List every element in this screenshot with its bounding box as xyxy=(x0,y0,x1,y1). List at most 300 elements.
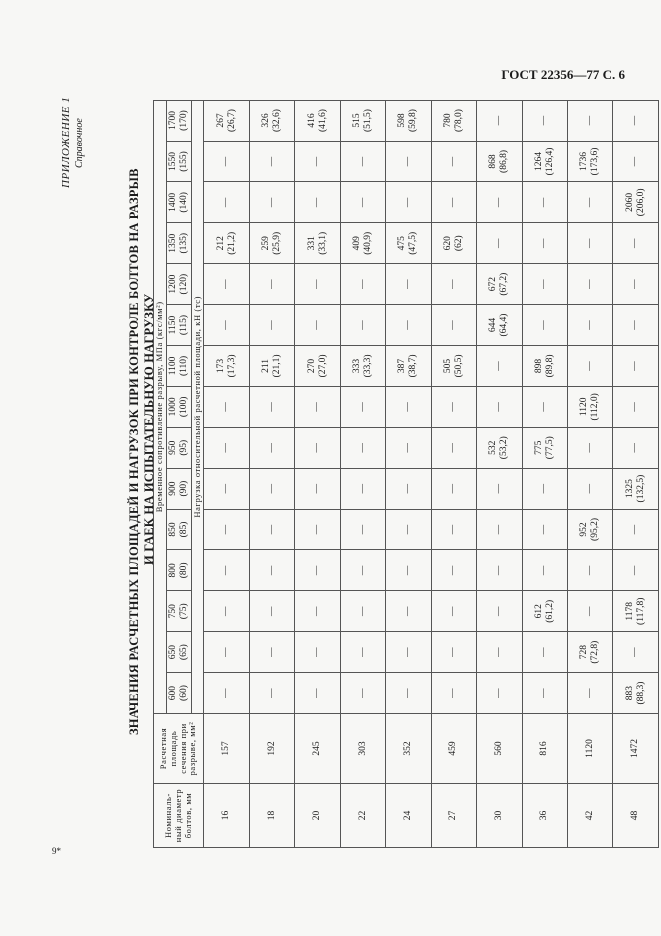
load-cell: — xyxy=(568,100,613,141)
load-cell: — xyxy=(431,632,476,673)
strength-mpa: 1000 xyxy=(167,397,178,417)
load-cell: — xyxy=(249,305,294,346)
load-tf: (61,2) xyxy=(544,599,555,623)
load-cell xyxy=(568,509,613,550)
load-cell xyxy=(477,141,522,182)
load-cell xyxy=(522,591,567,632)
load-kn: 326 xyxy=(261,113,272,128)
load-kn: 173 xyxy=(215,358,226,374)
load-tf: (53,2) xyxy=(499,436,510,460)
load-kn: 505 xyxy=(442,358,453,374)
load-cell: — xyxy=(613,427,659,468)
diameter-cell: 48 xyxy=(613,784,659,848)
load-cell: — xyxy=(522,223,567,264)
load-cell: — xyxy=(386,182,431,223)
load-cell: — xyxy=(477,632,522,673)
load-tf: (95,2) xyxy=(590,518,601,541)
load-kn: 532 xyxy=(488,440,499,455)
strength-mpa: 600 xyxy=(167,685,178,701)
load-cell: — xyxy=(204,182,249,223)
load-cell: — xyxy=(522,550,567,591)
strength-mpa: 750 xyxy=(167,604,178,619)
load-cell: — xyxy=(295,632,340,673)
load-tf: (25,9) xyxy=(272,231,283,255)
load-tf: (67,2) xyxy=(499,272,510,296)
load-tf: (50,5) xyxy=(453,354,464,378)
diameter-cell: 16 xyxy=(204,784,249,848)
load-cell xyxy=(295,100,340,141)
load-cell: — xyxy=(431,386,476,427)
area-cell: 157 xyxy=(204,714,249,784)
load-tf: (173,6) xyxy=(590,147,601,176)
load-cell: — xyxy=(340,264,385,305)
load-cell xyxy=(204,100,249,141)
strength-mpa: 1100 xyxy=(167,356,178,376)
strength-kgf: (85) xyxy=(178,521,189,538)
strength-mpa: 1700 xyxy=(167,111,178,131)
strength-kgf: (60) xyxy=(178,685,189,701)
load-cell: — xyxy=(340,182,385,223)
table-row xyxy=(249,100,294,847)
load-cell: — xyxy=(340,550,385,591)
load-cell: — xyxy=(477,673,522,714)
appendix-sublabel: Справочное xyxy=(74,118,85,168)
load-cell: — xyxy=(340,509,385,550)
load-cell: — xyxy=(613,550,659,591)
area-cell: 816 xyxy=(522,714,567,784)
strength-kgf: (115) xyxy=(178,314,189,336)
table-row xyxy=(295,100,340,847)
strength-col-header xyxy=(166,591,191,632)
area-cell: 352 xyxy=(386,714,431,784)
load-tf: (33,1) xyxy=(317,231,328,255)
strength-mpa: 1400 xyxy=(167,192,178,212)
load-cell: — xyxy=(477,100,522,141)
load-cell: — xyxy=(613,100,659,141)
load-cell: — xyxy=(568,345,613,386)
load-kn: 868 xyxy=(488,154,499,169)
table-row xyxy=(568,100,613,847)
load-cell xyxy=(204,223,249,264)
strength-mpa: 900 xyxy=(167,481,178,496)
load-cell: — xyxy=(613,305,659,346)
diameter-cell: 36 xyxy=(522,784,567,848)
load-cell xyxy=(249,345,294,386)
strength-kgf: (155) xyxy=(178,151,189,172)
load-cell: — xyxy=(386,468,431,509)
strength-table-wrapper xyxy=(153,100,659,848)
diameter-cell: 30 xyxy=(477,784,522,848)
load-cell xyxy=(340,100,385,141)
load-cell xyxy=(522,345,567,386)
load-cell: — xyxy=(477,386,522,427)
diameter-cell: 18 xyxy=(249,784,294,848)
load-cell: — xyxy=(204,673,249,714)
load-cell: — xyxy=(249,632,294,673)
load-kn: 2060 xyxy=(624,192,635,212)
load-cell: — xyxy=(386,264,431,305)
load-cell xyxy=(613,591,659,632)
load-tf: (89,8) xyxy=(544,354,555,378)
strength-col-header xyxy=(166,305,191,346)
strength-col-header xyxy=(166,345,191,386)
load-cell: — xyxy=(522,468,567,509)
load-cell: — xyxy=(477,550,522,591)
load-cell: — xyxy=(431,591,476,632)
load-cell: — xyxy=(204,632,249,673)
load-cell: — xyxy=(613,345,659,386)
load-cell: — xyxy=(340,673,385,714)
load-cell: — xyxy=(204,550,249,591)
load-tf: (132,5) xyxy=(635,474,646,503)
load-kn: 259 xyxy=(261,236,272,251)
strength-kgf: (170) xyxy=(178,110,189,131)
load-cell: — xyxy=(340,305,385,346)
load-cell: — xyxy=(249,427,294,468)
load-kn: 270 xyxy=(306,358,317,374)
load-cell xyxy=(613,468,659,509)
table-row xyxy=(431,100,476,847)
table-row xyxy=(522,100,567,847)
load-cell: — xyxy=(568,264,613,305)
load-cell: — xyxy=(431,427,476,468)
load-cell: — xyxy=(204,591,249,632)
load-cell: — xyxy=(295,386,340,427)
load-cell: — xyxy=(204,509,249,550)
load-tf: (41,6) xyxy=(317,109,328,133)
load-cell: — xyxy=(431,182,476,223)
load-cell: — xyxy=(613,386,659,427)
load-tf: (112,0) xyxy=(590,393,601,421)
load-tf: (21,2) xyxy=(226,231,237,255)
load-cell xyxy=(249,100,294,141)
load-cell: — xyxy=(386,509,431,550)
load-cell: — xyxy=(568,550,613,591)
load-cell: — xyxy=(431,264,476,305)
load-cell: — xyxy=(340,632,385,673)
load-kn: 1736 xyxy=(579,151,590,171)
load-tf: (33,3) xyxy=(362,354,373,378)
load-tf: (17,3) xyxy=(226,354,237,378)
load-cell: — xyxy=(477,223,522,264)
load-cell: — xyxy=(386,550,431,591)
strength-col-header xyxy=(166,632,191,673)
footer-mark: 9* xyxy=(52,846,61,856)
strength-col-header xyxy=(166,468,191,509)
load-cell: — xyxy=(204,305,249,346)
load-cell xyxy=(568,632,613,673)
load-cell: — xyxy=(431,141,476,182)
strength-mpa: 950 xyxy=(167,440,178,455)
load-tf: (40,9) xyxy=(362,231,373,255)
load-cell: — xyxy=(568,305,613,346)
load-cell: — xyxy=(295,550,340,591)
col-header-diameter: Номиналь-ный диаметр болтов, мм xyxy=(154,784,204,848)
load-cell: — xyxy=(295,427,340,468)
load-cell: — xyxy=(477,509,522,550)
load-cell xyxy=(568,386,613,427)
load-cell: — xyxy=(249,182,294,223)
table-header-row xyxy=(154,100,167,847)
load-kn: 898 xyxy=(533,358,544,374)
load-tf: (51,5) xyxy=(362,109,373,133)
load-cell: — xyxy=(204,141,249,182)
load-kn: 212 xyxy=(215,236,226,251)
load-cell xyxy=(340,223,385,264)
load-cell: — xyxy=(249,386,294,427)
load-cell xyxy=(386,345,431,386)
strength-mpa: 800 xyxy=(167,563,178,578)
strength-kgf: (75) xyxy=(178,603,189,620)
area-cell: 192 xyxy=(249,714,294,784)
load-cell: — xyxy=(386,141,431,182)
load-cell: — xyxy=(522,632,567,673)
strength-col-header xyxy=(166,386,191,427)
load-cell: — xyxy=(340,427,385,468)
strength-mpa: 1150 xyxy=(167,315,178,335)
load-kn: 728 xyxy=(579,645,590,660)
area-cell: 245 xyxy=(295,714,340,784)
load-kn: 1178 xyxy=(624,601,635,621)
load-cell xyxy=(431,223,476,264)
load-cell: — xyxy=(295,182,340,223)
load-cell: — xyxy=(295,673,340,714)
load-cell: — xyxy=(431,305,476,346)
strength-kgf: (65) xyxy=(178,644,189,661)
load-cell: — xyxy=(431,550,476,591)
load-cell: — xyxy=(522,673,567,714)
load-cell xyxy=(613,673,659,714)
title-line-2: И ГАЕК НА ИСПЫТАТЕЛЬНУЮ НАГРУЗКУ xyxy=(142,293,156,565)
load-cell: — xyxy=(340,141,385,182)
load-cell: — xyxy=(568,223,613,264)
load-tf: (126,4) xyxy=(544,147,555,176)
load-tf: (27,0) xyxy=(317,354,328,378)
load-cell: — xyxy=(249,264,294,305)
load-cell: — xyxy=(522,182,567,223)
strength-col-header xyxy=(166,100,191,141)
load-cell: — xyxy=(477,468,522,509)
strength-kgf: (120) xyxy=(178,273,189,295)
diameter-cell: 24 xyxy=(386,784,431,848)
load-cell: — xyxy=(386,427,431,468)
strength-col-header xyxy=(166,550,191,591)
load-cell: — xyxy=(568,427,613,468)
load-cell: — xyxy=(522,509,567,550)
strength-header: Временное сопротивление разрыву, МПа (кгс/мм²) xyxy=(154,100,167,713)
load-kn: 620 xyxy=(442,236,453,251)
load-cell: — xyxy=(204,427,249,468)
load-cell: — xyxy=(295,468,340,509)
load-cell: — xyxy=(568,182,613,223)
strength-col-header xyxy=(166,673,191,714)
strength-kgf: (110) xyxy=(178,355,189,377)
load-tf: (32,6) xyxy=(272,109,283,133)
load-cell: — xyxy=(249,141,294,182)
load-cell: — xyxy=(340,591,385,632)
load-cell: — xyxy=(204,468,249,509)
load-kn: 883 xyxy=(624,685,635,701)
load-cell: — xyxy=(340,468,385,509)
title-line-1: ЗНАЧЕНИЯ РАСЧЕТНЫХ ПЛОЩАДЕЙ И НАГРУЗОК ПРИ КОНТРОЛЕ БОЛТОВ НА РАЗРЫВ xyxy=(127,168,141,735)
load-cell xyxy=(431,100,476,141)
load-cell xyxy=(431,345,476,386)
strength-col-header xyxy=(166,141,191,182)
load-cell: — xyxy=(386,632,431,673)
load-kn: 780 xyxy=(442,113,453,128)
load-cell: — xyxy=(522,305,567,346)
strength-mpa: 1550 xyxy=(167,151,178,171)
load-kn: 387 xyxy=(397,358,408,374)
load-kn: 672 xyxy=(488,277,499,292)
load-cell: — xyxy=(568,673,613,714)
load-tf: (59,8) xyxy=(408,109,419,133)
load-cell xyxy=(249,223,294,264)
strength-col-header xyxy=(166,223,191,264)
load-cell xyxy=(477,427,522,468)
load-cell: — xyxy=(431,509,476,550)
load-kn: 331 xyxy=(306,236,317,251)
load-tf: (21,1) xyxy=(272,354,283,378)
table-row xyxy=(340,100,385,847)
load-kn: 598 xyxy=(397,113,408,128)
load-cell xyxy=(295,223,340,264)
strength-mpa: 650 xyxy=(167,645,178,660)
load-tf: (72,8) xyxy=(590,640,601,664)
load-kn: 612 xyxy=(533,604,544,619)
strength-mpa: 850 xyxy=(167,522,178,537)
load-cell: — xyxy=(386,673,431,714)
load-cell: — xyxy=(568,468,613,509)
strength-table xyxy=(153,100,659,848)
page-code: ГОСТ 22356—77 С. 6 xyxy=(501,67,625,82)
load-cell: — xyxy=(613,264,659,305)
strength-kgf: (100) xyxy=(178,396,189,418)
strength-mpa: 1350 xyxy=(167,233,178,253)
load-kn: 333 xyxy=(352,358,363,374)
area-cell: 303 xyxy=(340,714,385,784)
load-cell: — xyxy=(522,264,567,305)
area-cell: 1120 xyxy=(568,714,613,784)
load-cell: — xyxy=(249,673,294,714)
area-cell: 1472 xyxy=(613,714,659,784)
diameter-cell: 22 xyxy=(340,784,385,848)
load-cell xyxy=(295,345,340,386)
strength-mpa: 1200 xyxy=(167,274,178,294)
load-kn: 475 xyxy=(397,236,408,251)
load-tf: (62) xyxy=(453,235,464,252)
load-cell: — xyxy=(249,550,294,591)
load-kn: 775 xyxy=(533,440,544,455)
strength-col-header xyxy=(166,182,191,223)
load-cell: — xyxy=(295,264,340,305)
load-cell: — xyxy=(295,141,340,182)
load-cell: — xyxy=(295,305,340,346)
load-kn: 416 xyxy=(306,113,317,128)
strength-kgf: (135) xyxy=(178,232,189,254)
table-row xyxy=(613,100,659,847)
load-kn: 515 xyxy=(352,113,363,128)
load-cell: — xyxy=(295,591,340,632)
diameter-cell: 27 xyxy=(431,784,476,848)
load-cell xyxy=(340,345,385,386)
load-cell xyxy=(522,427,567,468)
table-row xyxy=(386,100,431,847)
load-cell xyxy=(477,264,522,305)
load-tf: (206,0) xyxy=(635,188,646,217)
strength-kgf: (95) xyxy=(178,439,189,456)
load-kn: 267 xyxy=(215,113,226,128)
load-cell: — xyxy=(613,223,659,264)
load-kn: 644 xyxy=(488,317,499,333)
load-kn: 211 xyxy=(261,358,272,373)
load-cell xyxy=(568,141,613,182)
load-cell xyxy=(477,305,522,346)
load-cell: — xyxy=(613,141,659,182)
load-tf: (26,7) xyxy=(226,109,237,133)
load-kn: 409 xyxy=(352,236,363,251)
area-cell: 459 xyxy=(431,714,476,784)
load-cell: — xyxy=(249,468,294,509)
load-cell xyxy=(386,100,431,141)
load-cell: — xyxy=(431,468,476,509)
load-cell: — xyxy=(477,591,522,632)
load-kn: 1264 xyxy=(533,151,544,171)
load-cell: — xyxy=(522,100,567,141)
appendix-label: ПРИЛОЖЕНИЕ 1 xyxy=(60,96,72,188)
load-tf: (117,8) xyxy=(635,597,646,625)
load-cell: — xyxy=(477,182,522,223)
table-row xyxy=(477,100,522,847)
load-tf: (47,5) xyxy=(408,231,419,255)
load-cell: — xyxy=(386,386,431,427)
load-tf: (77,5) xyxy=(544,436,555,460)
diameter-cell: 42 xyxy=(568,784,613,848)
load-cell xyxy=(613,182,659,223)
load-cell xyxy=(522,141,567,182)
strength-kgf: (140) xyxy=(178,192,189,213)
load-cell: — xyxy=(204,264,249,305)
table-row xyxy=(204,100,249,847)
load-cell: — xyxy=(249,509,294,550)
load-tf: (86,8) xyxy=(499,150,510,173)
load-cell: — xyxy=(386,591,431,632)
load-cell: — xyxy=(295,509,340,550)
strength-col-header xyxy=(166,427,191,468)
load-cell: — xyxy=(568,591,613,632)
load-kn: 1325 xyxy=(624,479,635,499)
load-cell: — xyxy=(204,386,249,427)
load-cell xyxy=(386,223,431,264)
load-cell: — xyxy=(340,386,385,427)
strength-col-header xyxy=(166,264,191,305)
load-cell: — xyxy=(613,509,659,550)
load-cell: — xyxy=(249,591,294,632)
load-kn: 1120 xyxy=(579,397,590,417)
strength-col-header xyxy=(166,509,191,550)
load-cell: — xyxy=(431,673,476,714)
load-tf: (78,0) xyxy=(453,109,464,133)
load-tf: (38,7) xyxy=(408,354,419,378)
load-cell: — xyxy=(386,305,431,346)
diameter-cell: 20 xyxy=(295,784,340,848)
load-cell xyxy=(204,345,249,386)
load-cell: — xyxy=(613,632,659,673)
load-cell: — xyxy=(522,386,567,427)
strength-kgf: (90) xyxy=(178,480,189,497)
strength-kgf: (80) xyxy=(178,562,189,579)
load-cell: — xyxy=(477,345,522,386)
